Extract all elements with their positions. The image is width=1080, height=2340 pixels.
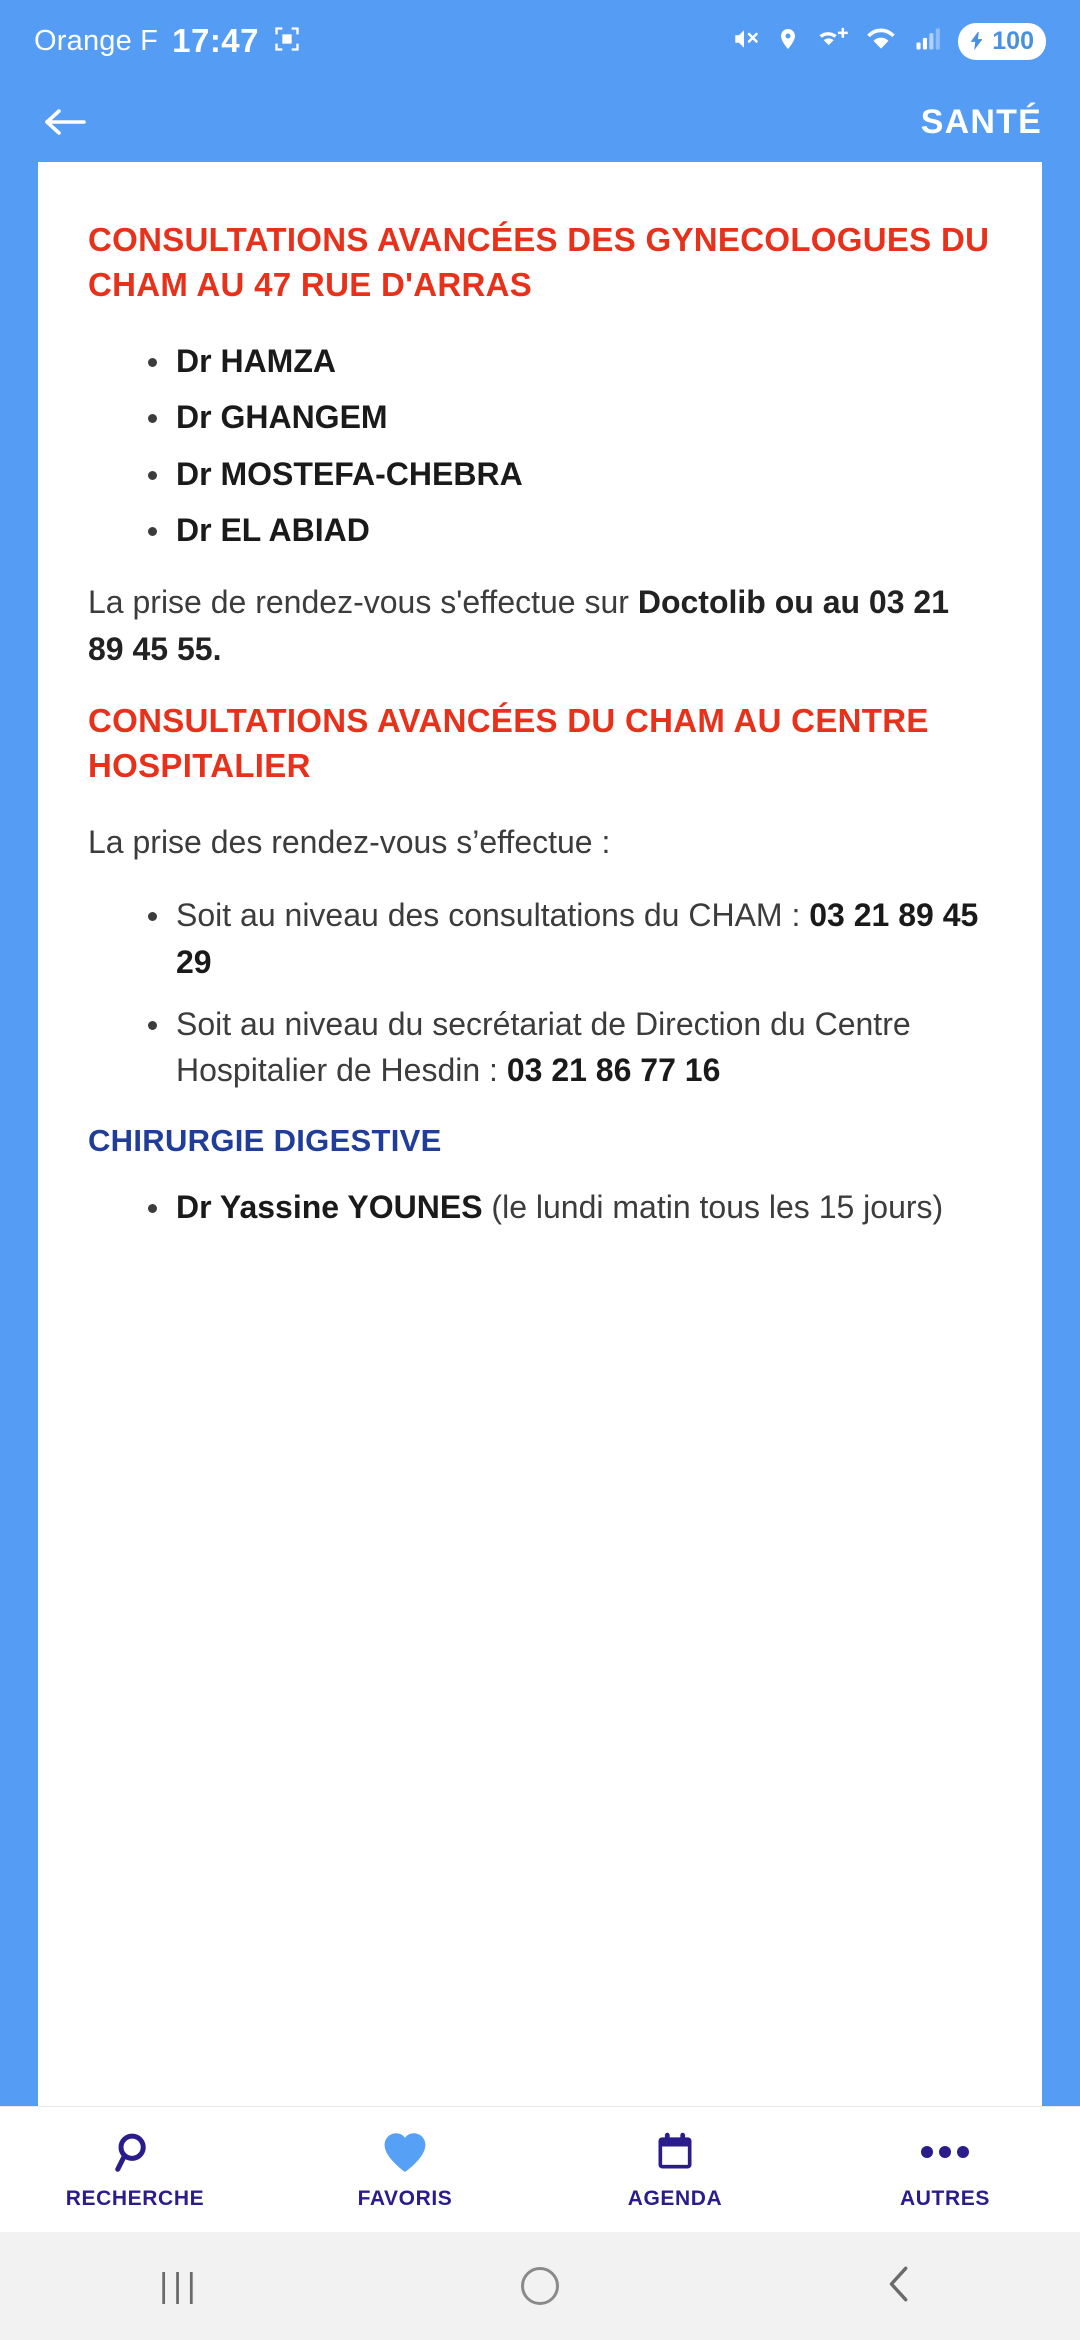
wifi-calling-icon <box>817 24 849 59</box>
bottom-navigation <box>0 2106 1080 2232</box>
wifi-icon <box>866 24 896 59</box>
surgeon-name: Dr Yassine YOUNES <box>176 1188 483 1225</box>
back-arrow-icon[interactable] <box>38 95 92 149</box>
appointment-paragraph-2: La prise des rendez-vous s’effectue : <box>88 824 611 861</box>
system-back-button[interactable] <box>720 2264 1080 2309</box>
surgeon-schedule: (le lundi matin tous les 15 jours) <box>482 1188 944 1225</box>
list-item <box>148 1001 992 1094</box>
battery-level: 100 <box>992 26 1034 55</box>
section-heading-chirurgie-digestive: CHIRURGIE DIGESTIVE <box>88 1122 442 1158</box>
doctor-name: Dr GHANGEM <box>176 399 388 436</box>
heart-icon <box>381 2129 429 2175</box>
option-phone: 03 21 86 77 16 <box>506 1052 721 1089</box>
screenshot-icon <box>273 25 301 58</box>
doctor-name: Dr MOSTEFA-CHEBRA <box>176 455 523 492</box>
status-bar-right <box>729 23 1046 60</box>
list-item <box>148 451 992 497</box>
recents-icon: ||| <box>159 2266 201 2305</box>
option-text: Soit au niveau du secrétariat de Direction du Centre Hospitalier de Hesdin : <box>176 1005 911 1089</box>
battery-icon <box>958 23 1046 60</box>
appointment-paragraph-1 <box>88 579 992 673</box>
more-dots-icon <box>919 2129 971 2175</box>
home-icon <box>521 2267 559 2305</box>
nav-label-autres: AUTRES <box>900 2186 990 2210</box>
nav-label-favoris: FAVORIS <box>357 2186 453 2210</box>
carrier-label: Orange F <box>34 24 159 57</box>
list-item <box>148 1184 992 1230</box>
nav-item-favoris[interactable] <box>270 2129 540 2211</box>
option-phone: 03 21 89 45 29 <box>176 897 979 980</box>
appointment-text: La prise de rendez-vous s'effectue sur <box>88 584 638 621</box>
location-icon <box>776 24 800 59</box>
app-bar <box>0 82 1080 162</box>
search-icon <box>112 2129 158 2175</box>
recents-button[interactable] <box>0 2267 360 2306</box>
nav-label-recherche: RECHERCHE <box>65 2186 205 2210</box>
status-clock: 17:47 <box>172 22 260 59</box>
option-text: Soit au niveau des consultations du CHAM : <box>176 897 810 934</box>
nav-label-agenda: AGENDA <box>627 2186 723 2210</box>
home-button[interactable] <box>360 2267 720 2305</box>
system-navigation-bar <box>0 2232 1080 2340</box>
nav-item-autres[interactable] <box>810 2129 1080 2211</box>
section-heading-gynecologues: CONSULTATIONS AVANCÉES DES GYNECOLOGUES DU CHAM AU 47 RUE D'ARRAS <box>88 221 990 303</box>
status-bar-left <box>34 22 301 60</box>
content-card[interactable] <box>38 162 1042 2106</box>
list-item <box>148 892 992 985</box>
appointment-phone: Doctolib ou au 03 21 89 45 55. <box>88 584 949 668</box>
page-title: SANTÉ <box>920 102 1042 141</box>
nav-item-agenda[interactable] <box>540 2129 810 2211</box>
list-item <box>148 507 992 553</box>
mute-icon <box>729 24 759 59</box>
surgeon-list <box>88 1184 992 1230</box>
nav-item-recherche[interactable] <box>0 2129 270 2211</box>
status-bar <box>0 0 1080 82</box>
back-chevron-icon <box>885 2264 915 2309</box>
doctor-name: Dr EL ABIAD <box>176 511 370 548</box>
list-item <box>148 394 992 440</box>
doctor-list <box>88 338 992 554</box>
signal-icon <box>913 25 941 58</box>
content-card-wrapper <box>0 162 1080 2106</box>
calendar-icon <box>653 2129 697 2175</box>
doctor-name: Dr HAMZA <box>176 342 336 379</box>
appointment-options-list <box>88 892 992 1094</box>
list-item <box>148 338 992 384</box>
section-heading-centre-hospitalier: CONSULTATIONS AVANCÉES DU CHAM AU CENTRE HOSPITALIER <box>88 702 929 785</box>
